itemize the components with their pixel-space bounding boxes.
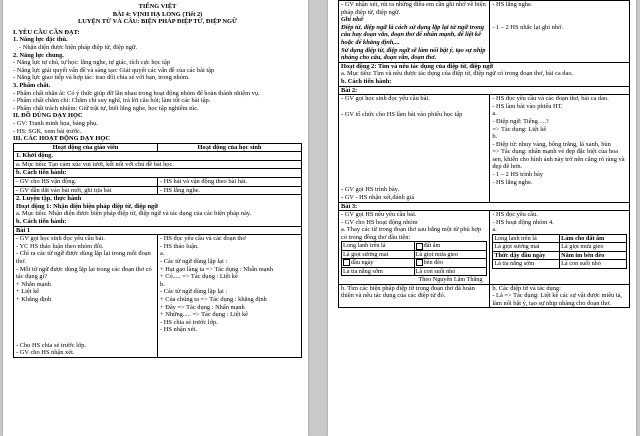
teacher-cell — [14, 235, 158, 358]
exercise-label: Bài 1 — [14, 226, 302, 235]
text-line: - Điệp từ: nhuy vàng, bông trắng, lá xanh, bùn — [492, 140, 611, 148]
text-line: a. — [492, 226, 497, 234]
poem-line: Là giọt mưa gieo — [560, 243, 627, 251]
text-line: - GV gọi học sinh đọc yêu cầu bài. — [16, 235, 105, 243]
text-line: - Nhận diện được biện pháp điệp từ, điệp ngữ. — [19, 43, 137, 51]
section-heading: III. CÁC HOẠT ĐỘNG DẠY HỌC — [13, 135, 110, 143]
poem-line: Long lanh trên lá — [493, 234, 560, 242]
checkbox-icon — [416, 243, 423, 250]
poem-line: Là con suối nhỏ — [560, 260, 627, 268]
subsection-heading: 2. Năng lực chung. — [13, 51, 64, 59]
text-line: => Tác dụng: nhấn mạnh vẻ đẹp đặc biệt của hoa sen, khiến cho hình ảnh này trở nên căng rõ ràng và đẹp đẽ hơn. — [492, 148, 625, 171]
section-heading: I. YÊU CẦU CẦN ĐẠT: — [13, 28, 80, 36]
teacher-cell: b. Tìm các biện pháp điệp từ trong đoạn thơ đã hoàn thiện và nêu tác dụng của các điệp từ đó. — [339, 284, 490, 308]
activity-objective: a. Mục tiêu: Tạo cảm xúc vui tươi, kết nối với chủ đề bài học. — [14, 160, 302, 169]
poem-line: Nằm im bên đèo — [560, 251, 627, 259]
table-row — [339, 1, 630, 63]
activity-table — [13, 143, 302, 358]
text-line: - GV: Tranh minh họa, bảng phụ. — [13, 119, 98, 127]
text-line: b. — [492, 133, 498, 141]
text-line: - HS nhận xét. — [160, 326, 197, 334]
table-row — [14, 178, 302, 187]
text-line: - HS thảo luận. — [160, 242, 199, 250]
activity-objective: a. Mục tiêu: Tìm và nêu được tác dụng của điệp từ, điệp ngữ có trong đoạn thơ, bài ca dao. — [341, 70, 574, 78]
completed-poem — [492, 234, 627, 269]
table-row — [339, 95, 630, 202]
text-line: - YC HS thảo luận theo nhóm đôi. — [16, 242, 104, 250]
text-line: b. — [160, 280, 165, 288]
text-line: - 1 – 2 HS trình bày — [492, 171, 544, 179]
poem-line: Là giọt sương mai — [342, 250, 415, 258]
student-cell — [490, 211, 630, 284]
text-line: - Cho HS chia sẻ trước lớp. — [16, 341, 87, 349]
text-line: - Năng lực tự chủ, tự học: lắng nghe, tự giác, tích cực học tập — [13, 59, 170, 67]
text-line: - HS lắng nghe. — [492, 1, 533, 8]
text-line: a. — [160, 250, 165, 258]
text-line: + Nhắn mạnh — [16, 280, 51, 288]
text-line: - HS đọc yêu cầu. — [492, 211, 538, 219]
note-text: Sử dụng điệp từ, điệp ngữ sẽ làm nổi bật ý, tạo sự nhịp nhàng cho câu, đoạn văn, đoạn thơ. — [341, 46, 486, 62]
text-line: - HS đọc yêu cầu và các đoạn thơ, bài ca dao. — [492, 95, 609, 103]
poem-line: Long lanh trên lá — [342, 242, 415, 250]
text-line: - HS lắng nghe. — [492, 178, 533, 186]
text-line: a. — [492, 110, 497, 118]
teacher-cell: - GV dẫn dắt vào bài mới, ghi tựa bài — [14, 186, 158, 195]
activity-subheading: Hoạt động 1: Nhận diện biện pháp điệp từ, điệp ngữ — [16, 202, 159, 210]
poem-line: Thức dậy đầu ngày — [493, 251, 560, 259]
activity-block — [339, 62, 630, 86]
text-line: + Của chúng ta => Tác dụng : khẳng định — [160, 295, 267, 303]
table-row — [339, 211, 630, 284]
note-heading: Ghi nhớ — [341, 16, 364, 24]
text-line: + Đây => Tác dụng : Nhấn mạnh — [160, 303, 245, 311]
text-line: - GV gọi học sinh đọc yêu cầu bài. — [341, 95, 430, 103]
poem-line: Là giọt mưa gieo — [414, 250, 487, 258]
activity-subheading: Hoạt động 2: Tìm và nêu tác dụng của điệp từ, điệp ngữ — [341, 62, 494, 70]
text-line: b. Các điệp từ và tác dụng: — [492, 284, 561, 292]
table-row — [339, 284, 630, 308]
activity-heading: 2. Luyện tập, thực hành — [16, 195, 82, 203]
exercise-label: Bài 3: — [339, 202, 630, 211]
text-line: - HS làm bài vào phiếu HT. — [492, 102, 563, 110]
text-line: - Là => Tác dụng: Liệt kê các sự vật được miêu tả, làm nổi bật ý, tạo sự nhịp nhàng cho đoạn thơ. — [492, 292, 623, 307]
poem-line: Là tia nắng sớm — [342, 267, 415, 275]
teacher-cell — [339, 95, 490, 202]
poem-line: đất âm — [414, 242, 487, 250]
activity-method: b. Cách tiến hành: — [341, 77, 392, 85]
poem-line: dầu ngày — [342, 259, 415, 267]
activity-block — [14, 195, 302, 226]
subsection-heading: 3. Phẩm chất. — [13, 81, 51, 89]
checkbox-icon — [343, 259, 350, 266]
text-line: - GV gọi HS nêu yêu cầu bài. — [341, 211, 417, 219]
fill-in-poem — [341, 241, 487, 283]
text-line: - GV gọi HS trình bày. — [341, 186, 400, 194]
text-line: + Những..... => Tác dụng : Liệt kê — [160, 311, 248, 319]
poem-line: Làm cho đất ấm — [560, 234, 627, 242]
text-line: - Phẩm chất trách nhiệm: Giữ trật tự, biết lắng nghe, học tập nghiêm túc. — [13, 104, 199, 112]
text-line: - Chỉ ra các từ ngữ được dùng lặp lại trong mỗi đoạn thơ. — [16, 250, 151, 265]
text-line: + Có..... => Tác dụng : Liệt kê — [160, 273, 238, 281]
teacher-cell: - GV cho HS vận động. — [14, 178, 158, 187]
text-line: - GV cho HS nhận xét. — [16, 349, 75, 357]
table-row — [14, 186, 302, 195]
student-cell — [490, 284, 630, 308]
topic-title: LUYỆN TỪ VÀ CÂU: BIỆN PHÁP ĐIỆP TỪ, ĐIỆP NGỮ — [77, 18, 238, 26]
lesson-title: BÀI 4: VỊNH HẠ LONG (Tiết 2) — [112, 10, 203, 18]
note-text: Điệp từ, điệp ngữ là cách sử dụng lặp lại từ ngữ trong câu hay đoạn văn, đoạn thơ để nhấn mạnh, để liệt kê hoặc để khẳng định,... — [341, 23, 484, 46]
text-line: a. Thay các từ trong đoạn thơ sau bằng một từ phù hợp có trong đồng thơ đầu tiên: — [341, 226, 482, 241]
text-line: - GV nhận xét, rút ra những điều em cần ghi nhớ về biện pháp điệp từ, điệp ngữ. — [341, 1, 486, 16]
text-line: - HS: SGK, xem bài trước. — [13, 127, 82, 135]
text-line: => Tác dụng: Liệt kê — [492, 125, 547, 133]
student-cell: - HS lắng nghe. — [158, 186, 302, 195]
teacher-cell — [339, 1, 490, 63]
text-line: + Liệt kê — [16, 288, 40, 296]
activity-method: b. Cách tiến hành: — [16, 218, 67, 226]
poem-line: bên đèo — [414, 259, 487, 267]
student-cell: - HS hát và vận động theo bài hát. — [158, 178, 302, 187]
text-line: - HS đọc yêu cầu và các đoạn thơ — [160, 235, 246, 243]
text-line: - HS chia sẻ trước lớp. — [160, 318, 218, 326]
table-header: Hoạt động của học sinh — [158, 143, 302, 152]
text-line: - Phẩm chất chăm chỉ: Chăm chỉ suy nghĩ, trả lời câu hỏi; làm tốt các bài tập. — [13, 97, 211, 105]
student-cell — [158, 235, 302, 358]
text-line: - Năng lực giao tiếp và hợp tác: trao đổi chia sẻ với bạn, trong nhóm. — [13, 74, 190, 82]
table-row — [14, 235, 302, 358]
text-line: - Các từ ngữ dùng lặp lại : — [160, 258, 228, 265]
document-page-2 — [328, 0, 636, 436]
text-line: - Các từ ngữ dùng lặp lại : — [160, 288, 228, 296]
text-line: + Khẳng định — [16, 295, 52, 303]
poem-line: Là giọt sương mai — [493, 243, 560, 251]
activity-table-continued — [338, 0, 630, 308]
text-line: - GV cho HS hoạt động nhóm — [341, 218, 418, 226]
document-page-1 — [3, 0, 308, 436]
text-line: - Điệp ngữ: Tiếng….? — [492, 117, 549, 125]
text-line: - HS hoạt động nhóm 4. — [492, 218, 554, 226]
text-line: - GV tổ chức cho HS làm bài vào phiếu học tập — [341, 110, 463, 118]
subsection-heading: 1. Năng lực đặc thù. — [13, 36, 68, 44]
student-cell — [490, 95, 630, 202]
subject-title: TIẾNG VIỆT — [138, 3, 177, 10]
text-line: - 1 – 2 HS nhắc lại ghi nhớ. — [492, 23, 563, 31]
table-header: Hoạt động của giáo viên — [14, 143, 158, 152]
text-line: - Phẩm chất nhân ái: Có ý thức giúp đỡ lẫn nhau trong hoạt động nhóm để hoàn thành nhiệm vụ. — [13, 89, 260, 97]
poem-line: Là tia nắng sớm — [493, 260, 560, 268]
activity-objective: a. Mục tiêu: Nhận diện được biện pháp điệp từ, điệp ngữ và tác dụng của các biện pháp này. — [16, 210, 252, 218]
section-heading: II. ĐỒ DÙNG DẠY HỌC — [13, 112, 83, 120]
student-cell — [490, 1, 630, 63]
exercise-label: Bài 2: — [339, 86, 630, 95]
text-line: - Năng lực giải quyết vấn đề và sáng tạo: Giải quyết các vấn đề của các bài tập — [13, 66, 215, 74]
teacher-cell — [339, 211, 490, 284]
checkbox-icon — [416, 259, 423, 266]
activity-method: b. Cách tiến hành: — [14, 169, 302, 178]
text-line: + Hạt gạo làng ta => Tác dụng : Nhấn mạnh — [160, 265, 273, 273]
activity-heading: 1. Khởi động. — [14, 152, 302, 161]
poem-author: Theo Nguyễn Lâm Thắng — [418, 276, 483, 284]
text-line: - GV - HS nhận xét,đánh giá — [341, 193, 415, 201]
text-line: - Mỗi từ ngữ được dùng lặp lại trong các đoạn thơ có tác dụng gì? — [16, 265, 152, 281]
poem-line: Là con suối nhỏ — [414, 267, 487, 275]
